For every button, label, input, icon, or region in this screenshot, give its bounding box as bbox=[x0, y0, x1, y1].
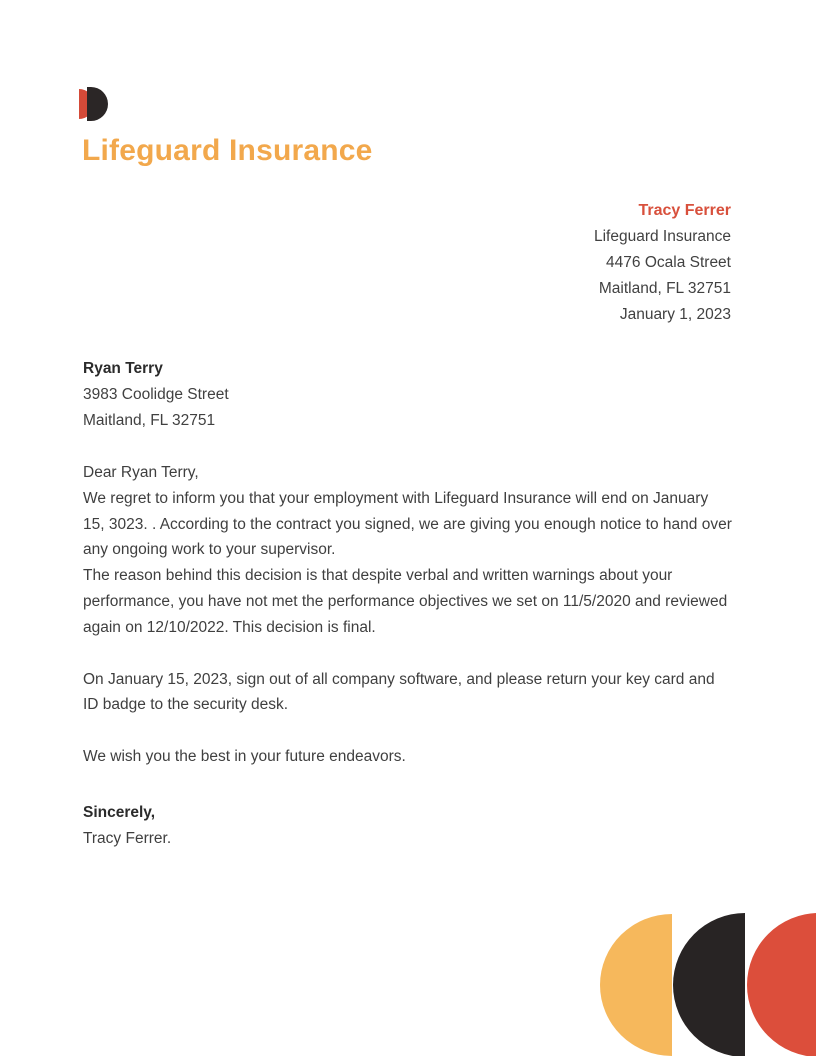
letter-body bbox=[83, 460, 733, 852]
greeting: Dear Ryan Terry, bbox=[83, 464, 199, 481]
recipient-name: Ryan Terry bbox=[83, 360, 163, 377]
sender-city: Maitland, FL 32751 bbox=[598, 280, 731, 297]
valediction: Sincerely, bbox=[83, 803, 156, 821]
paragraph-termination: We regret to inform you that your employment with Lifeguard Insurance will end on January 15, 3023. . According to the contract you signed, we are giving you enough notice to hand over any ongoing work to your supervisor. bbox=[83, 489, 732, 559]
decor-black-semicircle-icon bbox=[673, 913, 745, 1056]
sender-block bbox=[594, 198, 731, 328]
signature: Tracy Ferrer. bbox=[83, 829, 172, 847]
paragraph-wishes: We wish you the best in your future endeavors. bbox=[83, 748, 406, 766]
sender-company: Lifeguard Insurance bbox=[593, 228, 731, 245]
sender-name: Tracy Ferrer bbox=[638, 202, 731, 219]
recipient-city: Maitland, FL 32751 bbox=[83, 412, 216, 429]
recipient-block bbox=[83, 356, 229, 434]
sender-street: 4476 Ocala Street bbox=[606, 254, 731, 271]
company-logo-icon bbox=[79, 87, 119, 123]
company-title: Lifeguard Insurance bbox=[82, 134, 373, 167]
logo-black-semicircle-icon bbox=[87, 87, 108, 121]
decor-yellow-semicircle-icon bbox=[600, 914, 672, 1056]
letter-date: January 1, 2023 bbox=[619, 306, 731, 323]
paragraph-instructions: On January 15, 2023, sign out of all company software, and please return your key card and ID badge to the security desk. bbox=[83, 670, 715, 714]
decor-red-circle-icon bbox=[747, 913, 816, 1056]
recipient-street: 3983 Coolidge Street bbox=[83, 386, 229, 403]
paragraph-reason: The reason behind this decision is that despite verbal and written warnings about your performance, you have not met the performance objectives we set on 11/5/2020 and reviewed again on 12/10/2022. This decision is final. bbox=[83, 567, 728, 636]
